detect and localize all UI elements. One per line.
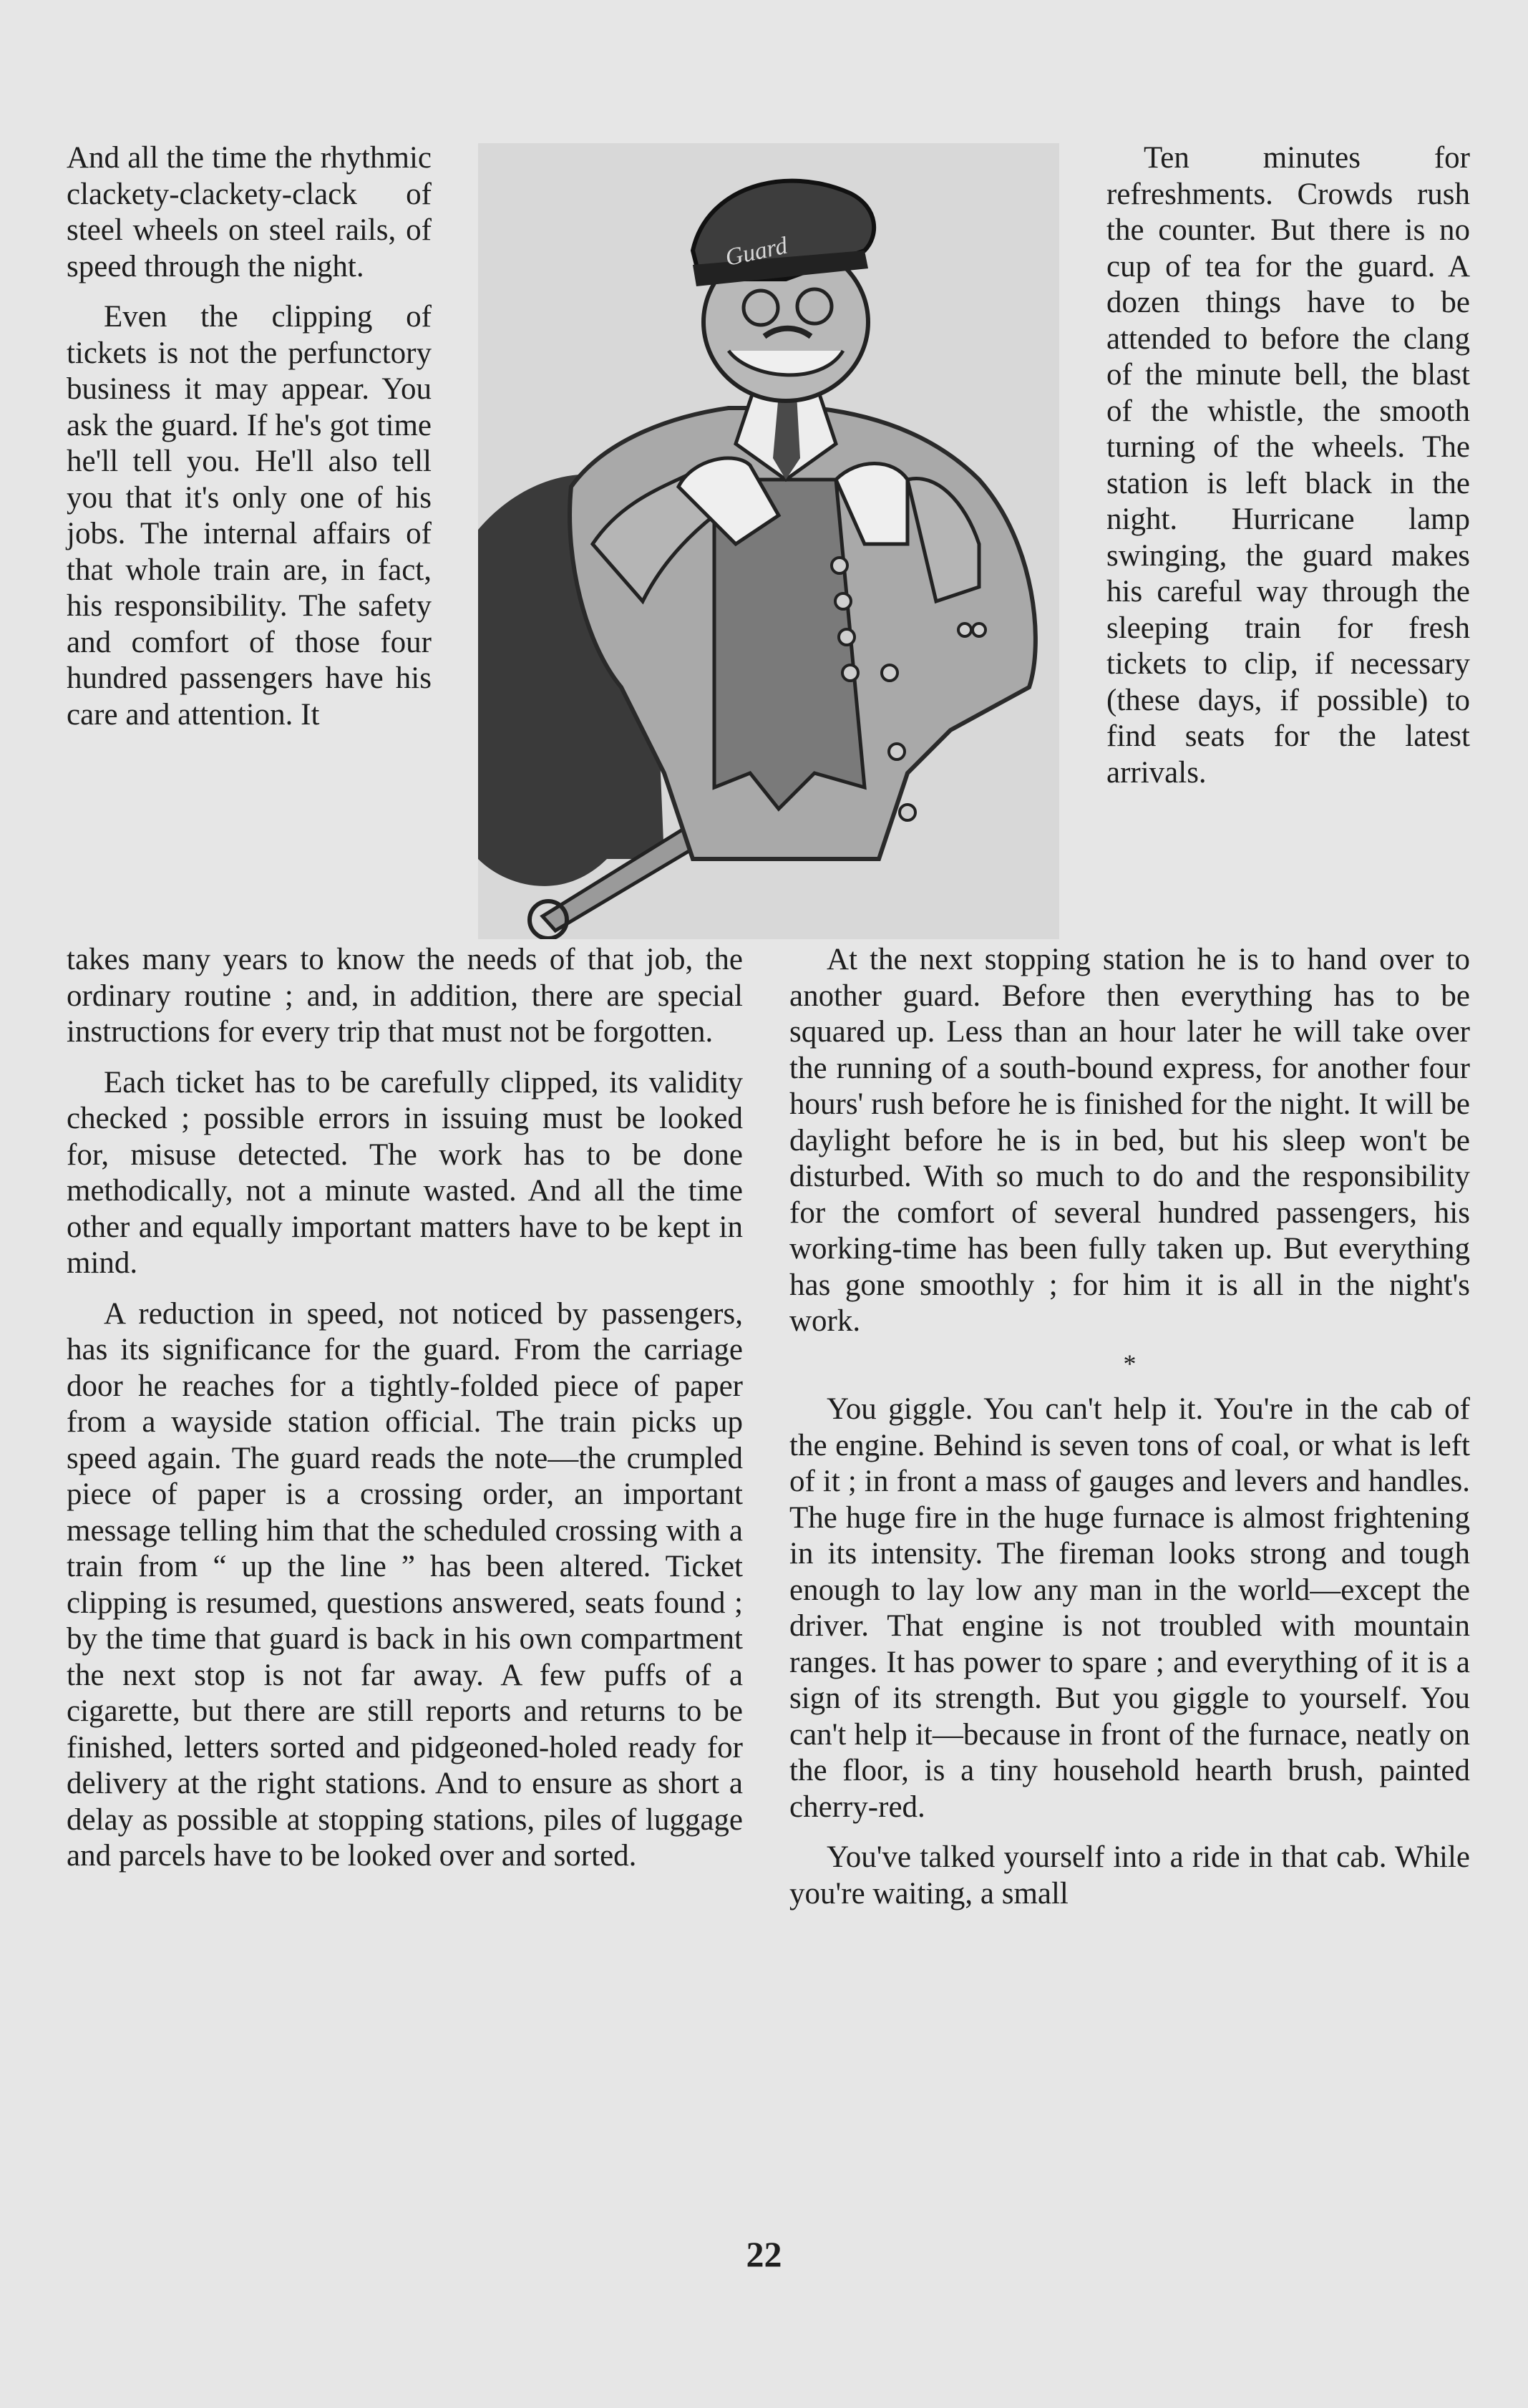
paragraph-crossing-order: A reduction in speed, not noticed by passengers, has its significance for the guard. From the carriage door he reaches for a tightly-folded piece of paper from a wayside station official. The train picks up speed again. The guard reads the note—the crumpled piece of paper is a crossing order, an important message telling him that the scheduled crossing with a train from “ up the line ” has been altered. Ticket clipping is resumed, questions answered, seats found ; by the time that guard is back in his own compartment the next stop is not far away. A few puffs of a cigarette, but there are still reports and returns to be finished, letters sorted and pidgeoned-holed ready for delivery at the right stations. And to ensure as short a delay as possible at stopping stations, piles of luggage and parcels have to be looked over and sorted. — [67, 1296, 743, 1873]
guard-drawing — [478, 143, 1059, 939]
paragraph-refreshments: Ten minutes for refreshments. Crowds rush the counter. But there is no cup of tea for the guard. A dozen things have to be attended to before the clang of the minute bell, the blast of the whistle, the smooth turning of the wheels. The station is left black in the night. Hurricane lamp swinging, the guard makes his careful way through the sleeping train for fresh tickets to clip, if necessary (these days, if possible) to find seats for the latest arrivals. — [1106, 141, 1470, 790]
paragraph-continued: takes many years to know the needs of that job, the ordinary routine ; and, in addition, there are special instructions for every trip that must not be forgotten. — [67, 943, 743, 1049]
guard-illustration — [478, 143, 1059, 939]
paragraph-ticket-clipping: Even the clipping of tickets is not the perfunctory business it may appear. You ask the guard. If he's got time he'll tell you. He'll also tell you that it's only one of his jobs. The internal affairs of that whole train are, in fact, his responsibility. The safety and comfort of those four hundred passengers have his care and attention. It — [67, 300, 432, 732]
top-right-column — [1106, 140, 1470, 791]
paragraph-ticket-check: Each ticket has to be carefully clipped, its validity checked ; possible errors in issuing must be looked for, misuse detected. The work has to be done methodically, not a minute wasted. And all the time other and equally important matters have to be kept in mind. — [67, 1065, 743, 1280]
intro-paragraph: And all the time the rhythmic clackety-clackety-clack of steel wheels on steel rails, of speed through the night. — [67, 141, 432, 283]
top-left-column — [67, 140, 432, 733]
page-number: 22 — [746, 2234, 782, 2274]
paragraph-next-station: At the next stopping station he is to hand over to another guard. Before then everything has to be squared up. Less than an hour later he will take over the running of a south-bound express, for another four hours' rush before he is finished for the night. It will be daylight before he is in bed, but his sleep won't be disturbed. With so much to do and the responsibility for the comfort of several hundred passengers, his working-time has been fully taken up. But everything has gone smoothly ; for him it is all in the night's work. — [789, 943, 1470, 1338]
paragraph-engine-cab: You giggle. You can't help it. You're in the cab of the engine. Behind is seven tons of coal, or what is left of it ; in front a mass of gauges and levers and handles. The huge fire in the huge furnace is almost frightening in its intensity. The fireman looks strong and tough enough to lay low any man in the world—except the driver. That engine is not troubled with mountain ranges. It has power to spare ; and everything of it is a sign of its strength. But you giggle to yourself. You can't help it—because in front of the furnace, neatly on the floor, is a tiny household hearth brush, painted cherry-red. — [789, 1392, 1470, 1824]
left-column — [67, 942, 743, 1875]
cap-label: Guard — [723, 232, 790, 272]
paragraph-ride: You've talked yourself into a ride in that cab. While you're waiting, a small — [789, 1840, 1470, 1911]
section-separator: * — [1123, 1349, 1137, 1378]
right-column — [789, 942, 1470, 1912]
